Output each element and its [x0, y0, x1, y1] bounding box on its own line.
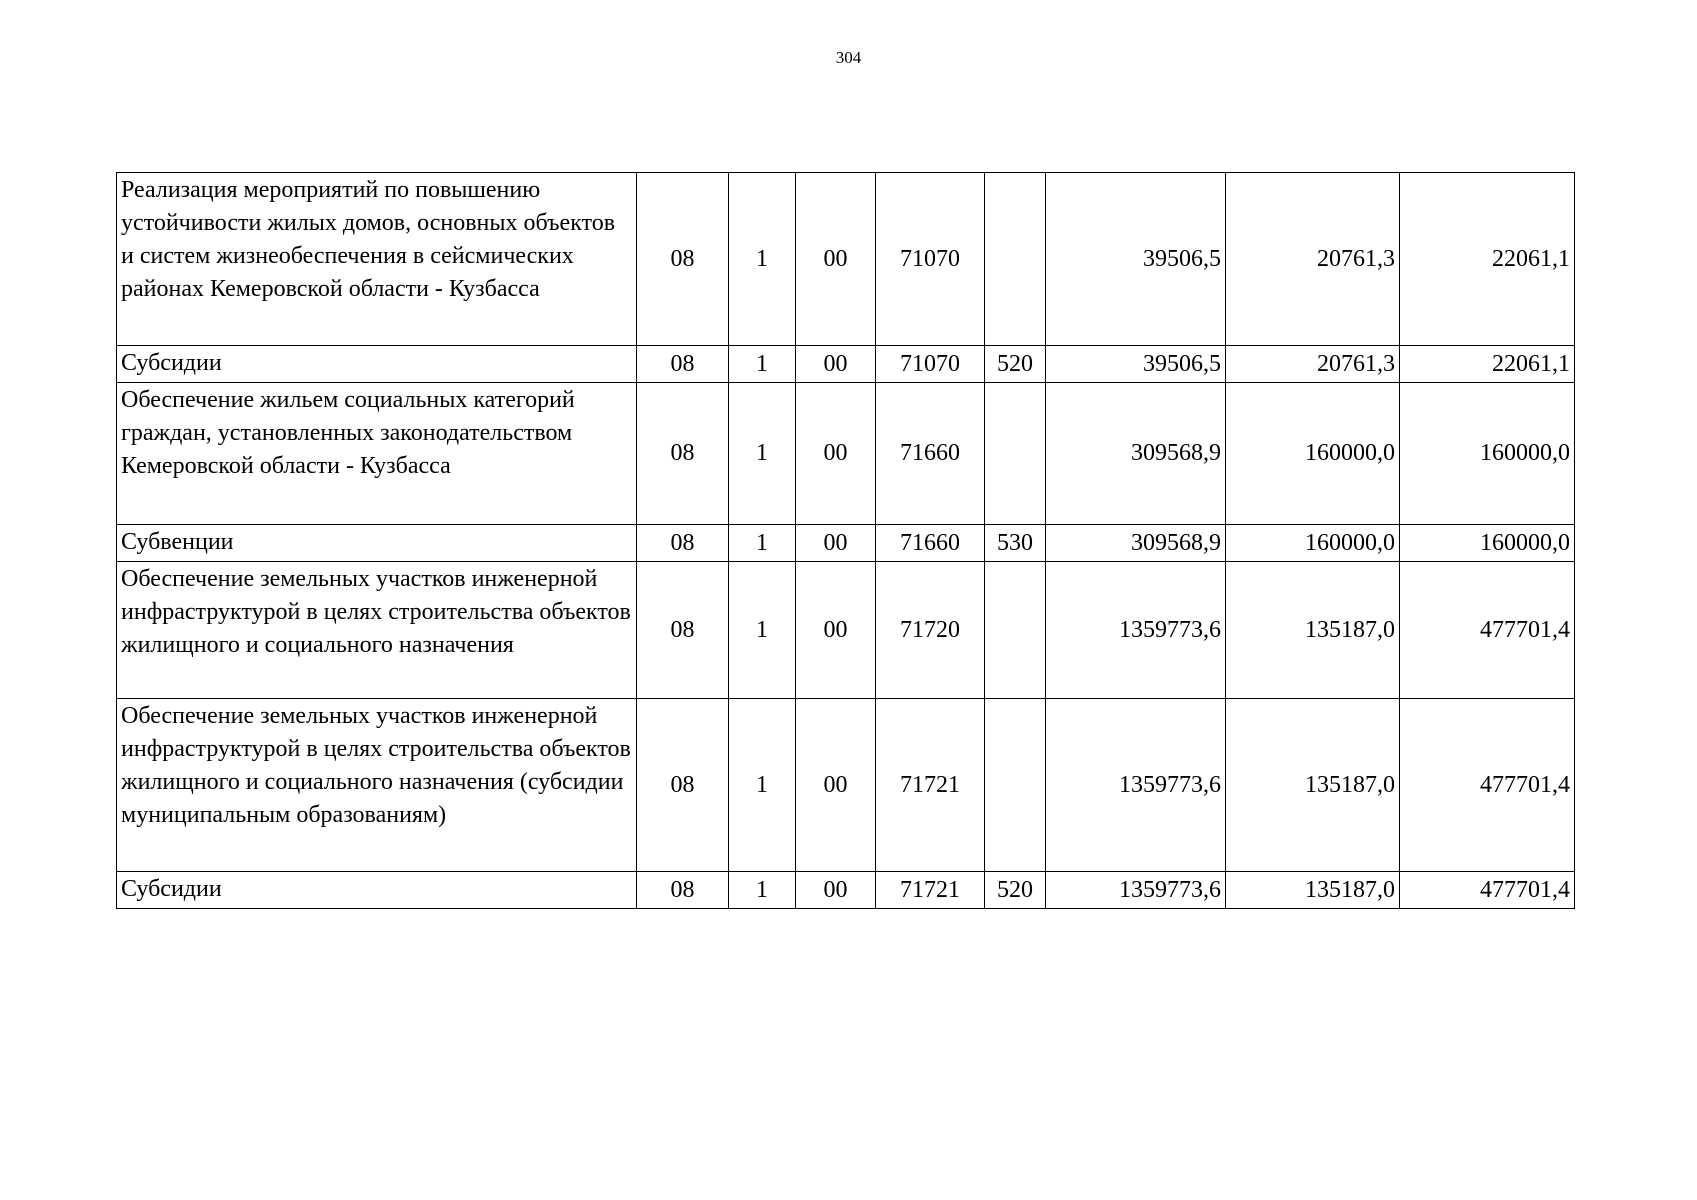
subprogram-code: 00	[796, 173, 876, 346]
amount-year-1: 39506,5	[1046, 346, 1226, 383]
amount-year-3: 477701,4	[1400, 872, 1575, 909]
expense-type-code	[985, 173, 1046, 346]
subprogram-code: 00	[796, 562, 876, 699]
expense-type-code	[985, 699, 1046, 872]
row-name: Субсидии	[117, 872, 637, 909]
row-name: Обеспечение жильем социальных категорий граждан, установленных законодательством Кемеровской области - Кузбасса	[117, 383, 637, 525]
row-name: Обеспечение земельных участков инженерной инфраструктурой в целях строительства объектов жилищного и социального назначения (субсидии муниципальным образованиям)	[117, 699, 637, 872]
target-item-code: 71070	[876, 173, 985, 346]
amount-year-1: 309568,9	[1046, 525, 1226, 562]
row-name: Субсидии	[117, 346, 637, 383]
table-row	[117, 383, 1575, 525]
page-number: 304	[835, 48, 862, 67]
amount-year-3: 160000,0	[1400, 383, 1575, 525]
amount-year-1: 1359773,6	[1046, 562, 1226, 699]
amount-year-3: 477701,4	[1400, 562, 1575, 699]
amount-year-2: 135187,0	[1226, 699, 1400, 872]
row-name: Реализация мероприятий по повышению устойчивости жилых домов, основных объектов и систем жизнеобеспечения в сейсмических районах Кемеровской области - Кузбасса	[117, 173, 637, 346]
subprogram-code: 00	[796, 699, 876, 872]
expense-type-code: 520	[985, 346, 1046, 383]
amount-year-2: 20761,3	[1226, 173, 1400, 346]
amount-year-2: 135187,0	[1226, 562, 1400, 699]
amount-year-1: 1359773,6	[1046, 699, 1226, 872]
amount-year-1: 39506,5	[1046, 173, 1226, 346]
target-item-code: 71721	[876, 699, 985, 872]
subprogram-code: 00	[796, 525, 876, 562]
amount-year-2: 135187,0	[1226, 872, 1400, 909]
amount-year-3: 22061,1	[1400, 346, 1575, 383]
amount-year-2: 160000,0	[1226, 383, 1400, 525]
section-code: 08	[637, 525, 729, 562]
section-code: 08	[637, 173, 729, 346]
subprogram-code: 00	[796, 872, 876, 909]
amount-year-1: 309568,9	[1046, 383, 1226, 525]
program-code: 1	[729, 525, 796, 562]
amount-year-3: 160000,0	[1400, 525, 1575, 562]
table-row	[117, 562, 1575, 699]
program-code: 1	[729, 872, 796, 909]
expense-type-code	[985, 562, 1046, 699]
table-row	[117, 525, 1575, 562]
expense-type-code	[985, 383, 1046, 525]
table-row	[117, 346, 1575, 383]
target-item-code: 71720	[876, 562, 985, 699]
target-item-code: 71721	[876, 872, 985, 909]
program-code: 1	[729, 173, 796, 346]
target-item-code: 71660	[876, 525, 985, 562]
table-row	[117, 699, 1575, 872]
program-code: 1	[729, 699, 796, 872]
table-row	[117, 173, 1575, 346]
budget-table	[116, 172, 1575, 909]
target-item-code: 71070	[876, 346, 985, 383]
section-code: 08	[637, 383, 729, 525]
table-row	[117, 872, 1575, 909]
subprogram-code: 00	[796, 346, 876, 383]
subprogram-code: 00	[796, 383, 876, 525]
expense-type-code: 520	[985, 872, 1046, 909]
section-code: 08	[637, 872, 729, 909]
amount-year-3: 477701,4	[1400, 699, 1575, 872]
row-name: Субвенции	[117, 525, 637, 562]
section-code: 08	[637, 346, 729, 383]
section-code: 08	[637, 699, 729, 872]
expense-type-code: 530	[985, 525, 1046, 562]
section-code: 08	[637, 562, 729, 699]
target-item-code: 71660	[876, 383, 985, 525]
amount-year-1: 1359773,6	[1046, 872, 1226, 909]
program-code: 1	[729, 562, 796, 699]
program-code: 1	[729, 383, 796, 525]
row-name: Обеспечение земельных участков инженерной инфраструктурой в целях строительства объектов жилищного и социального назначения	[117, 562, 637, 699]
amount-year-3: 22061,1	[1400, 173, 1575, 346]
amount-year-2: 20761,3	[1226, 346, 1400, 383]
program-code: 1	[729, 346, 796, 383]
amount-year-2: 160000,0	[1226, 525, 1400, 562]
